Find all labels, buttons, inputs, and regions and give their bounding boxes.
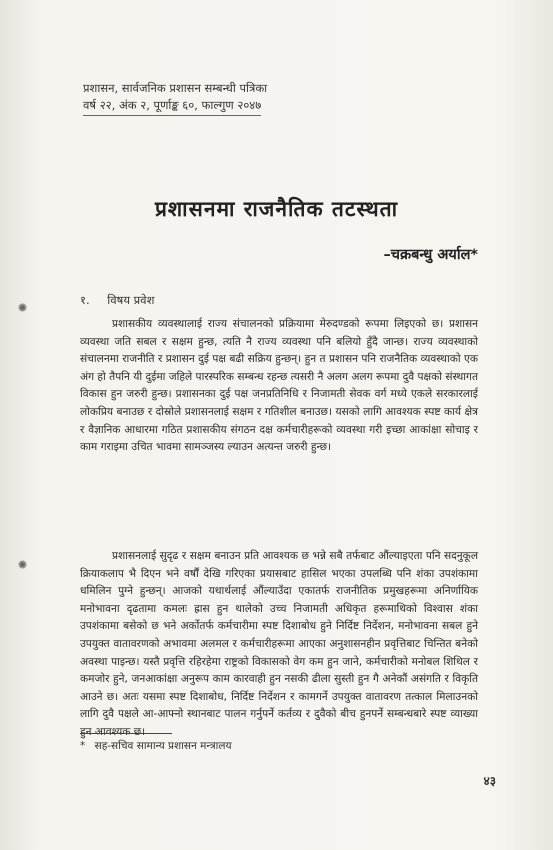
body-paragraph: प्रशासनलाई सुदृढ र सक्षम बनाउन प्रति आवश्यक छ भन्ने सबै तर्फबाट औंल्याइएता पनि सदनुकूल क्रियाकलाप भै दिएन भने वर्षौं देखि गरिएका प्रयासबाट हासिल भएका उपलब्धि पनि शंका उपशंकामा धमिलिन पुग्ने हुन्छन्। आजको यथार्थलाई औंल्याउँदा एकातर्फ राजनीतिक प्रमुखहरूमा अनिर्णायिक मनोभावना दृढतामा कमलः ह्रास हुन थालेको उच्च निजामती अधिकृत हरूमाथिको विश्वास शंका उपशंकामा बसेको छ भने अर्कोतर्फ कर्मचारीमा स्पष्ट दिशाबोध हुने निर्दिष्ट निर्देशन, मनोभावना सबल हुने उपयुक्त वातावरणको अभावमा अलमल र कर्मचारीहरूमा आएका अनुशासनहीन प्रवृत्तिबाट चिन्तित बनेको अवस्था पाइन्छ। यस्तै प्रवृत्ति रहिरहेमा राष्ट्रको विकासको वेग कम हुन जाने, कर्मचारीको मनोबल शिथिल र कमजोर हुने, जनआकांक्षा अनुरूप काम कारवाही हुन नसकी ढीला सुस्ती हुन गै अनेकौं असंगति र विकृति आउने छ। अतः यसमा स्पष्ट दिशाबोध, निर्दिष्ट निर्देशन र कामगर्ने उपयुक्त वातावरण तत्काल मिलाउनको लागि दुवै पक्षले आ-आफ्नो स्थानबाट पालन गर्नुपर्ने कर्तव्य र दुवैको बीच हुनपर्ने सम्बन्धबारे स्पष्ट व्याख्या हुन आवश्यक छ। — [80, 550, 478, 738]
section-title: विषय प्रवेश — [107, 293, 155, 307]
page-number: ४३ — [483, 774, 496, 788]
footnote-text: सह-सचिव सामान्य प्रशासन मन्त्रालय — [94, 740, 232, 752]
punch-hole-mark — [18, 303, 27, 312]
footnote-marker: * — [80, 740, 86, 752]
journal-issue: वर्ष २२, अंक २, पूर्णाङ्क ६०, फाल्गुण २०४७ — [83, 97, 261, 116]
article-title: प्रशासनमा राजनैतिक तटस्थता — [154, 196, 399, 221]
punch-hole-mark — [18, 560, 27, 569]
body-paragraph: प्रशासकीय व्यवस्थालाई राज्य संचालनको प्रक्रियामा मेरुदण्डको रूपमा लिइएको छ। प्रशासन व्यवस्था जति सबल र सक्षम हुन्छ, त्यति नै राज्य व्यवस्था पनि बलियो हुँदै जान्छ। राज्य व्यवस्थाको संचालनमा राजनीति र प्रशासन दुई पक्ष बढी सक्रिय हुन्छन्। हुन त प्रशासन पनि राजनैतिक व्यवस्थाको एक अंग हो तैपनि यी दुईमा जहिले पारस्परिक सम्बन्ध रहन्छ त्यसरी नै अलग अलग रूपमा दुवै पक्षको संस्थागत विकास हुन जरुरी हुन्छ। प्रशासनका दुई पक्ष जनप्रतिनिधि र निजामती सेवक वर्ग मध्ये एकले सरकारलाई लोकप्रिय बनाउछ र दोस्रोले प्रशासनलाई सक्षम र गतिशील बनाउछ। यसको लागि आवश्यक स्पष्ट कार्य क्षेत्र र वैज्ञानिक आधारमा गठित प्रशासकीय संगठन दक्ष कर्मचारीहरूको व्यवस्था गरी इच्छा आकांक्षा सोचाइ र काम गराइमा उचित भावमा सामञ्जस्य ल्याउन अत्यन्त जरुरी हुन्छ। — [80, 318, 478, 454]
footnote-rule — [80, 733, 172, 734]
footnote — [80, 739, 232, 753]
article-author: –चक्रबन्धु अर्याल* — [383, 247, 478, 263]
section-heading — [80, 293, 154, 308]
journal-name: प्रशासन, सार्वजनिक प्रशासन सम्बन्धी पत्रिका — [83, 81, 268, 95]
section-number: १. — [80, 293, 90, 307]
journal-header — [83, 80, 343, 116]
